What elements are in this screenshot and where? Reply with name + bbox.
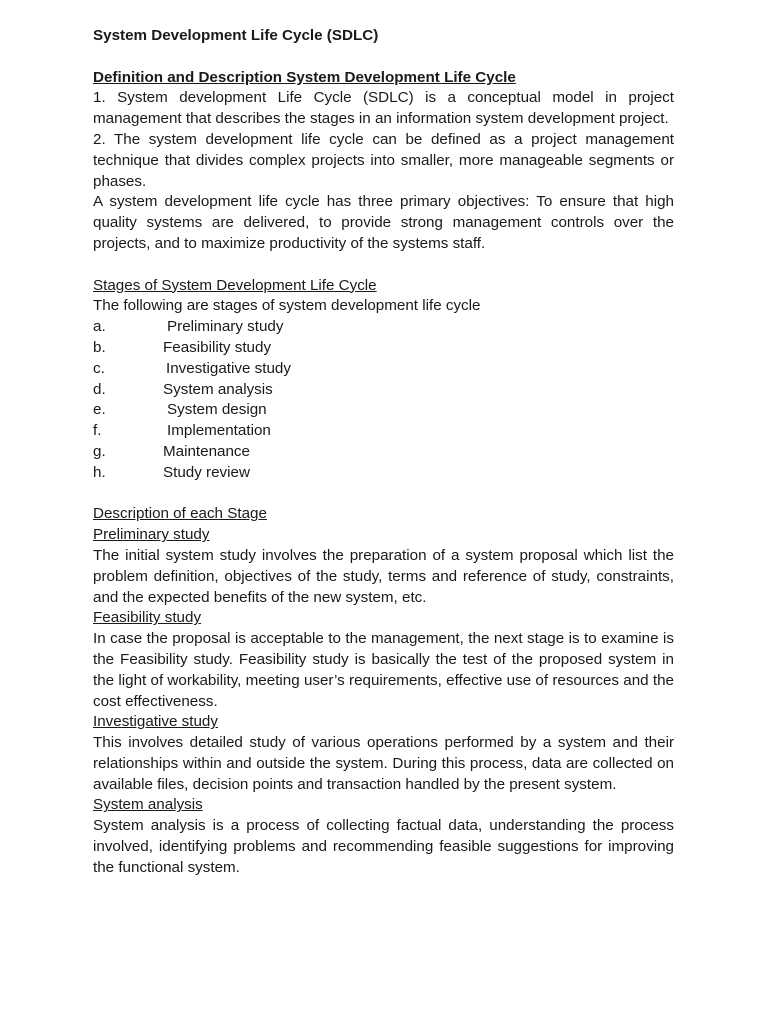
definition-paragraph: 1. System development Life Cycle (SDLC) is a conceptual model in project management that describes the stages in an information system development project. xyxy=(93,89,674,128)
stage-name: Investigative study xyxy=(166,359,291,377)
stage-heading-investigative: Investigative study xyxy=(93,713,218,731)
stage-heading-feasibility: Feasibility study xyxy=(93,609,202,627)
stage-heading-preliminary: Preliminary study xyxy=(93,526,210,544)
stage-description-preliminary: The initial system study involves the preparation of a system proposal which list the problem definition, objectives of the study, terms and reference of study, constraints, and the expected benefits of the new system, etc. xyxy=(93,546,674,606)
stage-letter: a. xyxy=(93,318,106,336)
list-item xyxy=(93,359,674,380)
document-title: System Development Life Cycle (SDLC) xyxy=(93,27,379,44)
stage-letter: b. xyxy=(93,338,106,356)
stage-name: Implementation xyxy=(167,422,271,440)
definition-heading: Definition and Description System Development Life Cycle xyxy=(93,68,516,86)
stage-description-investigative: This involves detailed study of various operations performed by a system and their relationships within and outside the system. During this process, data are collected on available files, decision points and transaction handled by the present system. xyxy=(93,734,674,793)
description-heading: Description of each Stage xyxy=(93,505,267,523)
stage-description-feasibility: In case the proposal is acceptable to the management, the next stage is to examine is the Feasibility study. Feasibility study is basically the test of the proposed system in the light of workability, meeting user’s requirements, effective use of resources and the cost effectiveness. xyxy=(93,630,674,710)
stage-name: Study review xyxy=(163,463,250,481)
stage-name: Feasibility study xyxy=(163,338,272,356)
stages-heading: Stages of System Development Life Cycle xyxy=(93,276,377,294)
stage-letter: f. xyxy=(93,422,102,440)
stage-letter: d. xyxy=(93,380,106,398)
stage-name: System design xyxy=(167,401,267,419)
stage-letter: g. xyxy=(93,442,106,460)
stage-letter: e. xyxy=(93,401,106,419)
stages-list xyxy=(93,317,674,483)
list-item xyxy=(93,400,674,421)
definition-paragraph: 2. The system development life cycle can be defined as a project management technique that divides complex projects into smaller, more manageable segments or phases. xyxy=(93,130,674,190)
stage-name: Maintenance xyxy=(163,442,250,460)
document-page xyxy=(93,26,674,879)
stage-name: System analysis xyxy=(163,380,273,398)
list-item xyxy=(93,442,674,463)
list-item xyxy=(93,421,674,442)
objectives-paragraph: A system development life cycle has three primary objectives: To ensure that high quality systems are delivered, to provide strong management controls over the projects, and to maximize productivity of the systems staff. xyxy=(93,193,674,252)
spacer xyxy=(93,255,674,276)
stage-description-analysis: System analysis is a process of collecting factual data, understanding the process involved, identifying problems and recommending feasible suggestions for improving the functional system. xyxy=(93,817,674,876)
spacer xyxy=(93,47,674,68)
stage-letter: h. xyxy=(93,463,106,481)
list-item xyxy=(93,380,674,401)
stage-letter: c. xyxy=(93,359,105,377)
list-item xyxy=(93,338,674,359)
stage-name: Preliminary study xyxy=(167,318,284,336)
stages-intro: The following are stages of system development life cycle xyxy=(93,297,481,315)
spacer xyxy=(93,484,674,505)
list-item xyxy=(93,317,674,338)
stage-heading-analysis: System analysis xyxy=(93,796,203,814)
list-item xyxy=(93,463,674,484)
